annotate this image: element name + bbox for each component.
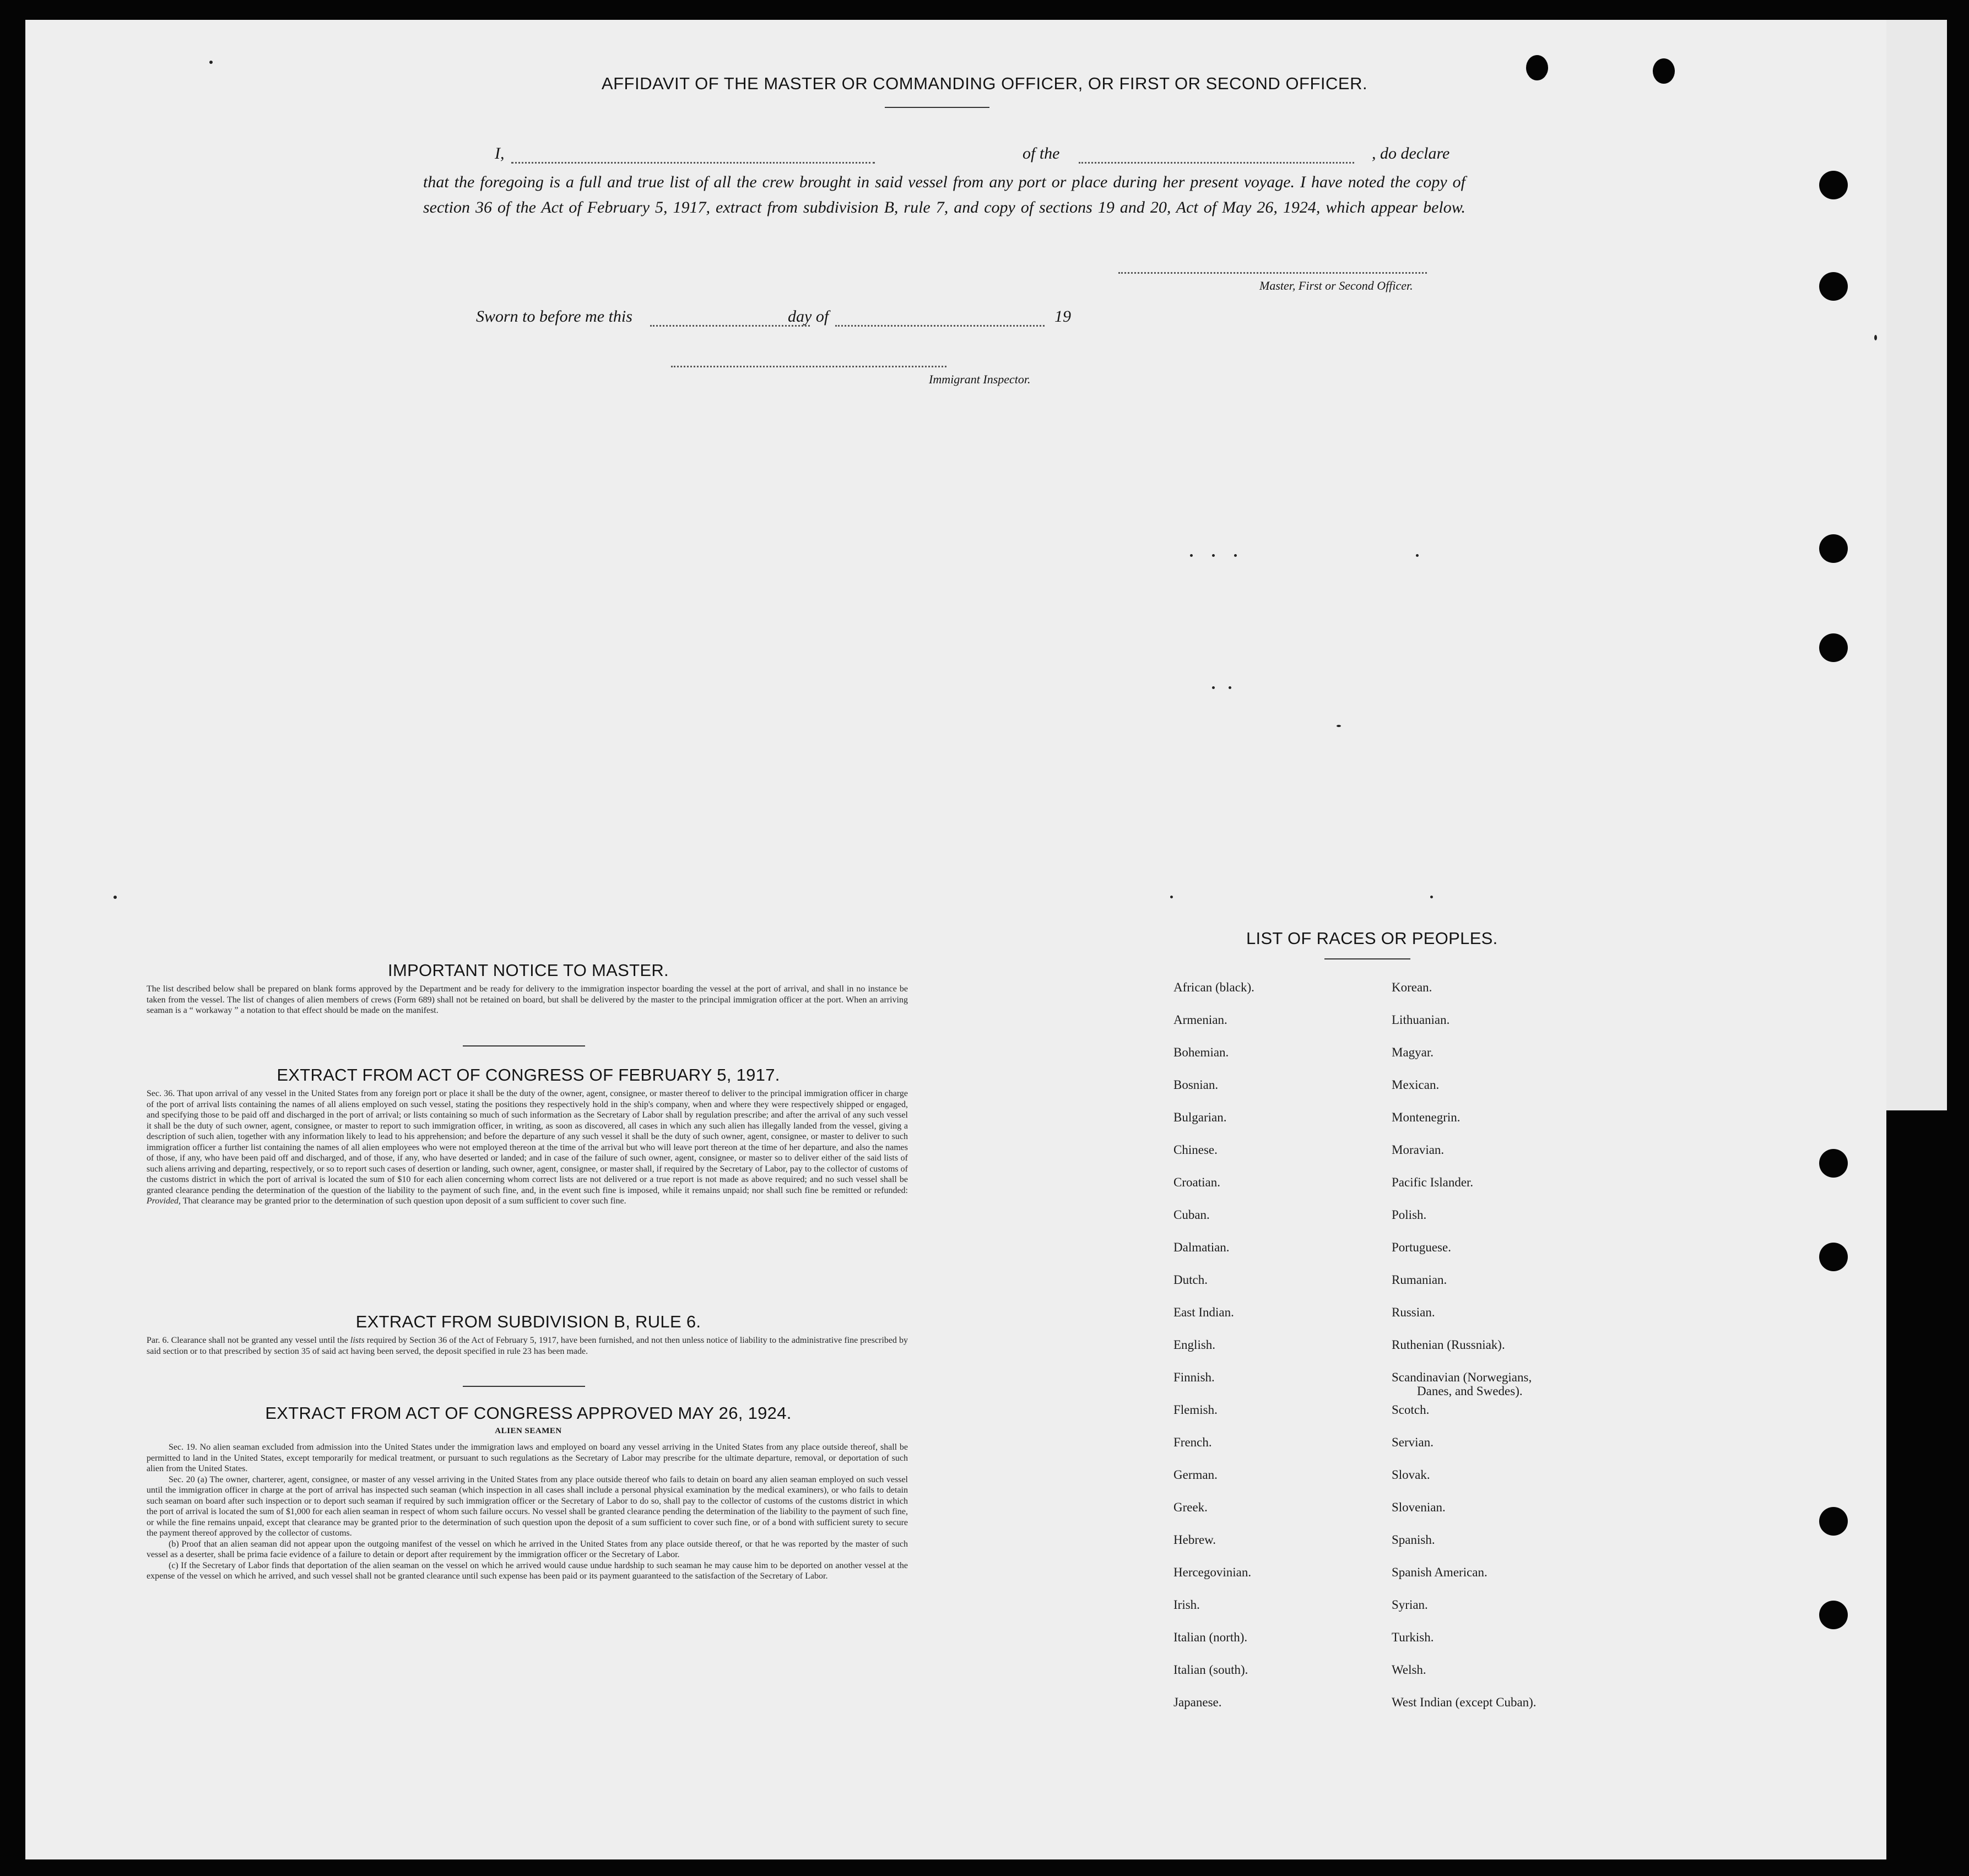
race-scandinavian: Scandinavian (Norwegians, xyxy=(1392,1370,1532,1384)
speck xyxy=(1229,686,1231,689)
race-item: Slovenian. xyxy=(1392,1500,1446,1514)
extract-1924-title: EXTRACT FROM ACT OF CONGRESS APPROVED MAY 26, 1924. xyxy=(265,1403,792,1423)
race-item: Spanish. xyxy=(1392,1533,1435,1547)
declarant-prefix: I, xyxy=(495,144,505,162)
races-title: LIST OF RACES OR PEOPLES. xyxy=(1246,929,1498,948)
race-item: Korean. xyxy=(1392,980,1432,994)
race-item: Slovak. xyxy=(1392,1468,1430,1482)
rule6-text-a: Par. 6. Clearance shall not be granted any vessel until the xyxy=(147,1336,348,1345)
race-item: Croatian. xyxy=(1173,1175,1220,1189)
speck xyxy=(1234,554,1237,557)
sworn-line xyxy=(476,307,1082,333)
punch-hole xyxy=(1819,171,1848,199)
race-item: Spanish American. xyxy=(1392,1565,1487,1579)
divider xyxy=(463,1045,585,1047)
race-item: Dutch. xyxy=(1173,1273,1208,1287)
extract-rule6-title: EXTRACT FROM SUBDIVISION B, RULE 6. xyxy=(355,1312,701,1331)
race-item: Finnish. xyxy=(1173,1370,1215,1384)
extract-1924-body xyxy=(147,1442,908,1582)
speck xyxy=(1212,686,1215,689)
race-item: East Indian. xyxy=(1173,1305,1234,1319)
extract-1924-subtitle: ALIEN SEAMEN xyxy=(495,1427,562,1435)
sworn-month-blank[interactable] xyxy=(835,325,1045,327)
speck xyxy=(1874,335,1877,340)
race-item: Scotch. xyxy=(1392,1403,1430,1417)
race-item: Moravian. xyxy=(1392,1143,1445,1157)
master-signature-label: Master, First or Second Officer. xyxy=(1259,279,1413,292)
affidavit-title: AFFIDAVIT OF THE MASTER OR COMMANDING OFFICER, OR FIRST OR SECOND OFFICER. xyxy=(601,74,1368,93)
speck xyxy=(1170,896,1173,898)
sworn-day-of-label: day of xyxy=(788,307,829,326)
speck xyxy=(1337,725,1341,727)
race-item: Rumanian. xyxy=(1392,1273,1447,1287)
punch-hole xyxy=(1819,1507,1848,1536)
punch-hole xyxy=(1819,1601,1848,1629)
sec-20a: Sec. 20 (a) The owner, charterer, agent, consignee, or master of any vessel arriving in the United States from any place outside thereof who fails to detain on board any alien seaman employed on such vessel until the immigration officer in charge at the port of arrival has inspected such seaman (which inspection in all cases shall include a personal physical examination by the medical examiners), or who fails to detain such seaman on board after such inspection or to deport such seaman if required by such immigration officer or the Secretary of Labor to do so, shall pay to the collector of customs of the customs district in which the port of arrival is located the sum of $1,000 for each alien seaman in respect of whom such failure occurs. No vessel shall be granted clearance pending the determination of the liability to the payment of such fine, or while the fine remains unpaid, except that clearance may be granted prior to the determination of such question upon the deposit of a sum sufficient to cover such fine, or of a bond with sufficient surety to secure the payment thereof approved by the collector of customs. xyxy=(147,1474,908,1538)
rule6-lists: lists xyxy=(350,1336,365,1345)
divider xyxy=(1324,958,1410,959)
race-item: Syrian. xyxy=(1392,1598,1428,1612)
declare-label: , do declare xyxy=(1372,144,1450,162)
document-page xyxy=(25,20,1886,1859)
race-item: Bosnian. xyxy=(1173,1078,1219,1092)
notice-title: IMPORTANT NOTICE TO MASTER. xyxy=(388,961,669,980)
race-item: Irish. xyxy=(1173,1598,1200,1612)
speck xyxy=(113,896,117,899)
race-item: Hebrew. xyxy=(1173,1533,1216,1547)
race-item: Montenegrin. xyxy=(1392,1110,1460,1124)
sworn-year-label: 19 xyxy=(1054,307,1071,326)
punch-hole xyxy=(1819,1149,1848,1178)
race-item: Hercegovinian. xyxy=(1173,1565,1252,1579)
divider xyxy=(885,107,989,108)
affidavit-first-line xyxy=(423,144,1465,170)
race-item: Dalmatian. xyxy=(1173,1240,1230,1254)
sec-19: Sec. 19. No alien seaman excluded from admission into the United States under the immigration laws and employed on board any vessel arriving in the United States from any place outside thereof, shall be permitted to land in the United States, except temporarily for medical treatment, or pursuant to such regulations as the Secretary of Labor may prescribe for the ultimate departure, removal, or deportation of such alien from the United States. xyxy=(147,1443,908,1473)
speck xyxy=(1416,554,1419,557)
race-item: Lithuanian. xyxy=(1392,1013,1450,1027)
punch-hole xyxy=(1819,1243,1848,1271)
sec-20c: (c) If the Secretary of Labor finds that deportation of the alien seaman on the vessel on which he arrived would cause undue hardship to such seaman he may cause him to be deported on another vessel at the expense of the vessel on which he arrived, and such vessel shall not be granted clearance until such expense has been paid or its payment guaranteed to the satisfaction of the Secretary of Labor. xyxy=(147,1560,908,1581)
race-item: Russian. xyxy=(1392,1305,1435,1319)
master-signature-blank[interactable] xyxy=(1118,272,1427,274)
race-item: Italian (south). xyxy=(1173,1663,1248,1677)
race-item: West Indian (except Cuban). xyxy=(1392,1695,1537,1709)
sworn-prefix: Sworn to before me this xyxy=(476,307,632,326)
punch-hole xyxy=(1819,534,1848,563)
race-item: Magyar. xyxy=(1392,1045,1434,1059)
race-item: Greek. xyxy=(1173,1500,1208,1514)
speck xyxy=(1190,554,1193,557)
race-item: Italian (north). xyxy=(1173,1630,1248,1644)
sworn-day-blank[interactable] xyxy=(650,325,810,327)
race-item: Pacific Islander. xyxy=(1392,1175,1474,1189)
race-item: English. xyxy=(1173,1338,1216,1352)
race-item: Turkish. xyxy=(1392,1630,1434,1644)
affidavit-declaration: that the foregoing is a full and true list of all the crew brought in said vessel from any port or place during her present voyage. I have noted the copy of section 36 of the Act of February 5, 1917, extract from subdivision B, rule 7, and copy of sections 19 and 20, Act of May 26, 1924, which appear below. xyxy=(423,173,1465,216)
race-item: Ruthenian (Russniak). xyxy=(1392,1338,1505,1352)
race-item: African (black). xyxy=(1173,980,1254,994)
speck xyxy=(209,61,213,64)
race-item: Polish. xyxy=(1392,1208,1427,1222)
extract-1917-body xyxy=(147,1088,908,1207)
rule6-text-b: required by Section 36 of the Act of February 5, 1917, have been furnished, and not then unless notice of liability to the administrative fine prescribed by said section or to that prescribed by section 35 of said act having been served, the deposit specified in rule 23 has been made. xyxy=(147,1336,908,1356)
extract-1917-proviso-label: Provided, xyxy=(147,1196,181,1206)
race-item: Cuban. xyxy=(1173,1208,1210,1222)
page-edge-strip xyxy=(1886,20,1947,1110)
punch-hole xyxy=(1819,633,1848,662)
inspector-signature-blank[interactable] xyxy=(671,366,946,367)
speck xyxy=(1212,554,1215,557)
race-item: Servian. xyxy=(1392,1435,1434,1449)
extract-rule6-body xyxy=(147,1335,908,1357)
punch-hole xyxy=(1819,272,1848,301)
race-item: Armenian. xyxy=(1173,1013,1227,1027)
race-scandinavian-cont: Danes, and Swedes). xyxy=(1417,1384,1523,1398)
extract-1917-text: Sec. 36. That upon arrival of any vessel in the United States from any foreign port or place it shall be the duty of the owner, agent, consignee, or master thereof to deliver to the principal immigration officer in charge of the port of arrival lists containing the names of all aliens employed on such vessel, stating the positions they respectively hold in the ship's company, when and where they were respectively shipped or engaged, and specifying those to be paid off and discharged in the port of arrival; or lists containing so much of such information as the Secretary of Labor shall by regulation prescribe; and after the arrival of any such vessel it shall be the duty of such owner, agent, consignee, or master to report to such immigration officer, in writing, as soon as discovered, all cases in which any such alien has illegally landed from the vessel, giving a description of such alien, together with any information likely to lead to his apprehension; and before the departure of any such vessel it shall be the duty of such owner, agent, consignee, or master to deliver to such immigration officer a further list containing the names of all alien employees who were not employed thereon at the time of the arrival but who will leave port thereon at the time of her departure, and also the names of those, if any, who have been paid off and discharged, and of those, if any, who have deserted or landed; and in case of the failure of such owner, agent, consignee, or master so to deliver either of the said lists of such aliens arriving and departing, respectively, or so to report such cases of desertion or landing, such owner, agent, consignee, or master shall, if required by the Secretary of Labor, pay to the collector of customs of the customs district in which the port of arrival is located the sum of $10 for each alien concerning whom correct lists are not delivered or a true report is not made as above required; and no such vessel shall be granted clearance pending the determination of the question of the liability to the payment of such fine, and, in the event such fine is imposed, while it remains unpaid; nor shall such fine be remitted or refunded: xyxy=(147,1089,908,1195)
vessel-name-blank[interactable] xyxy=(1079,162,1354,164)
divider xyxy=(463,1386,585,1387)
inspector-signature-label: Immigrant Inspector. xyxy=(929,372,1031,386)
race-item xyxy=(1392,1370,1532,1398)
race-item: Japanese. xyxy=(1173,1695,1222,1709)
notice-body: The list described below shall be prepared on blank forms approved by the Department and be ready for delivery to the immigration inspector boarding the vessel at the port of arrival, and shall in no instance be taken from the vessel. The list of changes of alien members of crews (Form 689) shall not be retained on board, but shall be delivered by the master to the principal immigration officer at the port. When an arriving seaman is a “ workaway ” a notation to that effect should be made on the manifest. xyxy=(147,984,908,1015)
race-item: Chinese. xyxy=(1173,1143,1218,1157)
extract-1917-title: EXTRACT FROM ACT OF CONGRESS OF FEBRUARY 5, 1917. xyxy=(277,1065,780,1085)
race-item: Flemish. xyxy=(1173,1403,1218,1417)
race-item: Bohemian. xyxy=(1173,1045,1229,1059)
speck xyxy=(1430,896,1433,898)
race-item: Welsh. xyxy=(1392,1663,1426,1677)
race-item: German. xyxy=(1173,1468,1218,1482)
extract-1917-proviso-text: That clearance may be granted prior to the determination of such question upon deposit of a sum sufficient to cover such fine. xyxy=(182,1196,626,1206)
race-item: Bulgarian. xyxy=(1173,1110,1227,1124)
sec-20b: (b) Proof that an alien seaman did not appear upon the outgoing manifest of the vessel on which he arrived in the United States from any place outside thereof, or that he was reported by the master of such vessel as a deserter, shall be prima facie evidence of a failure to detain or deport after requirement by the immigration officer or the Secretary of Labor. xyxy=(147,1539,908,1559)
declarant-name-blank[interactable] xyxy=(511,162,875,164)
of-the-label: of the xyxy=(1023,144,1060,162)
race-item: French. xyxy=(1173,1435,1212,1449)
race-item: Portuguese. xyxy=(1392,1240,1451,1254)
race-item: Mexican. xyxy=(1392,1078,1440,1092)
